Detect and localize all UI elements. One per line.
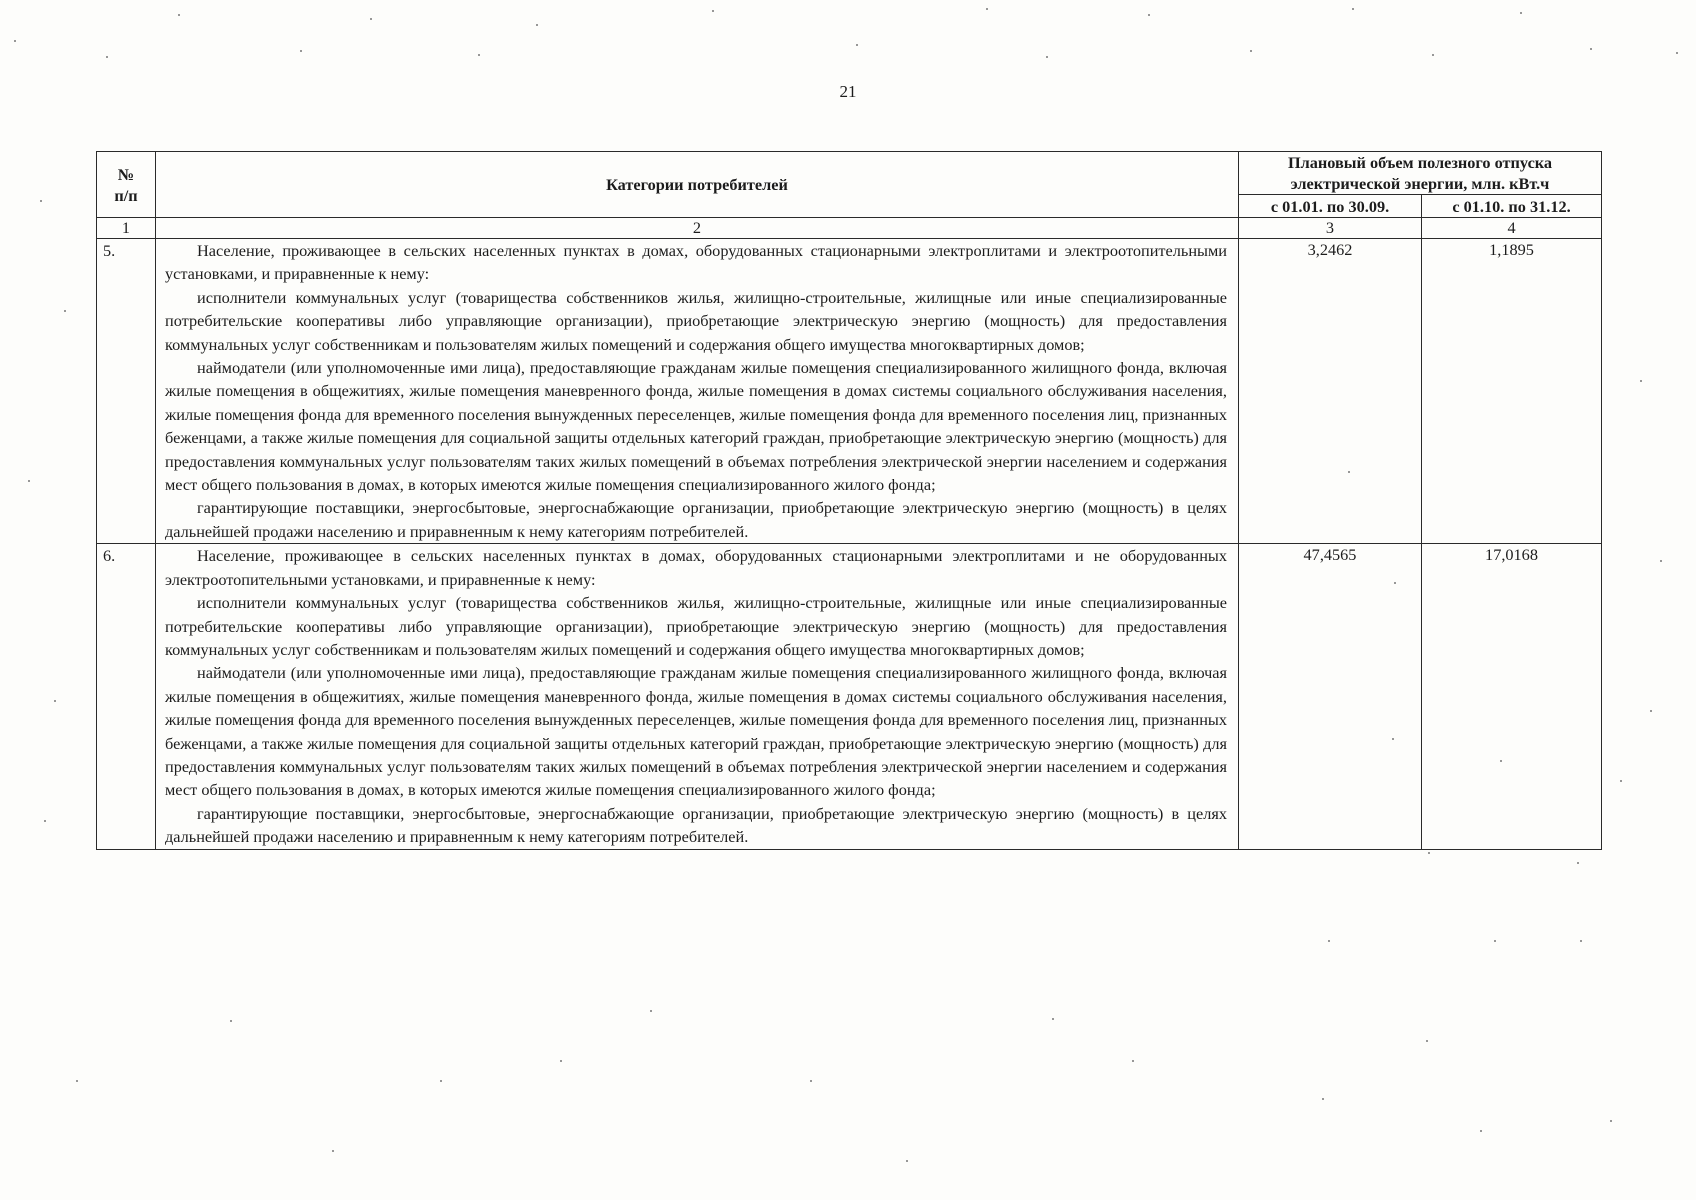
header-row — [97, 152, 1602, 195]
row-value-period-1: 3,2462 — [1239, 239, 1422, 544]
row-description — [156, 239, 1239, 544]
row-paragraph: исполнители коммунальных услуг (товарищества собственников жилья, жилищно-строительные, жилищные или иные специализированные потребительские кооперативы либо управляющие организации), приобретающие электрическую энергию (мощность) для предоставления коммунальных услуг собственникам и пользователям жилых помещений и содержания общего имущества многоквартирных домов; — [165, 593, 1227, 659]
row-paragraph: Население, проживающее в сельских населенных пунктах в домах, оборудованных стационарными электроплитами и не оборудованных электроотопительными установками, и приравненные к нему: — [165, 546, 1227, 589]
row-number: 5. — [97, 239, 156, 544]
row-paragraph: гарантирующие поставщики, энергосбытовые, энергоснабжающие организации, приобретающие электрическую энергию (мощность) в целях дальнейшей продажи населению и приравненным к нему категориям потребителей. — [165, 803, 1227, 847]
table-row — [97, 239, 1602, 544]
column-index: 4 — [1422, 218, 1602, 239]
column-index: 2 — [156, 218, 1239, 239]
row-value-period-1: 47,4565 — [1239, 544, 1422, 849]
header-period-1: с 01.01. по 30.09. — [1239, 195, 1422, 218]
header-period-2: с 01.10. по 31.12. — [1422, 195, 1602, 218]
column-index: 1 — [97, 218, 156, 239]
row-value-period-2: 1,1895 — [1422, 239, 1602, 544]
column-index-row — [97, 218, 1602, 239]
header-category: Категории потребителей — [156, 152, 1239, 218]
page-number: 21 — [839, 82, 857, 101]
header-number: № п/п — [97, 152, 156, 218]
row-paragraph: наймодатели (или уполномоченные ими лица), предоставляющие гражданам жилые помещения специализированного жилищного фонда, включая жилые помещения в общежитиях, жилые помещения маневренного фонда, жилые помещения в домах системы социального обслуживания населения, жилые помещения фонда для временного поселения вынужденных переселенцев, жилые помещения фонда для временного поселения лиц, признанных беженцами, а также жилые помещения для социальной защиты отдельных категорий граждан, приобретающие электрическую энергию (мощность) для предоставления коммунальных услуг пользователям таких жилых помещений в объемах потребления электрической энергии населением и содержания мест общего пользования в домах, в которых имеются жилые помещения специализированного жилого фонда; — [165, 358, 1227, 495]
column-index: 3 — [1239, 218, 1422, 239]
row-number: 6. — [97, 544, 156, 849]
table-row — [97, 544, 1602, 849]
row-paragraph: Население, проживающее в сельских населенных пунктах в домах, оборудованных стационарными электроплитами и электроотопительными установками, и приравненные к нему: — [165, 241, 1227, 284]
consumer-volume-table — [96, 151, 1602, 850]
row-paragraph: наймодатели (или уполномоченные ими лица), предоставляющие гражданам жилые помещения специализированного жилищного фонда, включая жилые помещения в общежитиях, жилые помещения маневренного фонда, жилые помещения в домах системы социального обслуживания населения, жилые помещения фонда для временного поселения вынужденных переселенцев, жилые помещения фонда для временного поселения лиц, признанных беженцами, а также жилые помещения для социальной защиты отдельных категорий граждан, приобретающие электрическую энергию (мощность) для предоставления коммунальных услуг пользователям таких жилых помещений в объемах потребления электрической энергии населением и содержания мест общего пользования в домах, в которых имеются жилые помещения специализированного жилого фонда; — [165, 663, 1227, 800]
header-volume: Плановый объем полезного отпуска электрической энергии, млн. кВт.ч — [1239, 152, 1602, 195]
row-paragraph: гарантирующие поставщики, энергосбытовые, энергоснабжающие организации, приобретающие электрическую энергию (мощность) в целях дальнейшей продажи населению и приравненным к нему категориям потребителей. — [165, 498, 1227, 541]
row-paragraph: исполнители коммунальных услуг (товарищества собственников жилья, жилищно-строительные, жилищные или иные специализированные потребительские кооперативы либо управляющие организации), приобретающие электрическую энергию (мощность) для предоставления коммунальных услуг собственникам и пользователям жилых помещений и содержания общего имущества многоквартирных домов; — [165, 287, 1227, 354]
row-value-period-2: 17,0168 — [1422, 544, 1602, 849]
row-description — [156, 544, 1239, 849]
